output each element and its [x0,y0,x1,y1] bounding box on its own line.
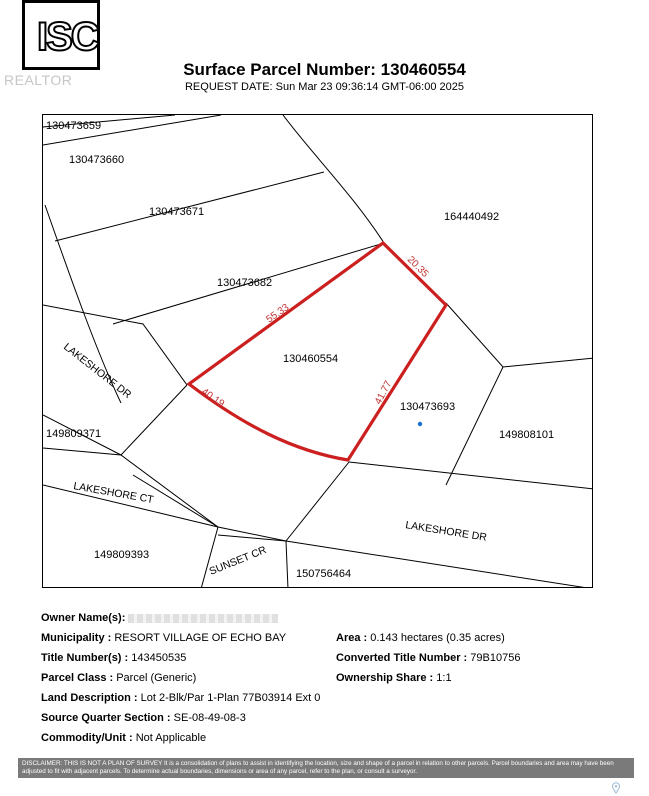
location-marker-dot [418,422,422,426]
converted-title-label: Converted Title Number : [336,652,468,664]
municipality-label: Municipality : [41,632,112,644]
ownership-share-value: 1:1 [436,672,452,684]
parcel-class-label: Parcel Class : [41,672,114,684]
land-description-label: Land Description : [41,692,138,704]
street-label-lakeshore-dr-upper: LAKESHORE DR [61,340,134,402]
parcel-label-130460554: 130460554 [283,353,339,365]
parcel-label-164440492: 164440492 [444,211,500,223]
dimension-label-right: 41.77 [372,379,395,407]
commodity-value: Not Applicable [135,732,207,744]
subject-parcel-outline [189,243,446,460]
parcel-label-149809371: 149809371 [46,428,102,440]
converted-title-row [336,652,520,664]
dimension-label-left: 40.19 [199,386,227,410]
source-quarter-label: Source Quarter Section : [41,712,171,724]
parcel-label-149808101: 149808101 [499,429,555,441]
parcel-label-130473693: 130473693 [400,401,456,413]
converted-title-value: 79B10756 [470,652,521,664]
municipality-row [41,632,286,644]
realtor-logo-text: REALTOR [4,72,73,88]
parcel-label-130473660: 130473660 [69,154,125,166]
area-row [336,632,505,644]
source-quarter-row [41,712,246,724]
parcel-label-130473659: 130473659 [46,120,102,132]
area-value: 0.143 hectares (0.35 acres) [370,632,505,644]
parcel-class-row [41,672,196,684]
owner-label: Owner Name(s): [41,612,126,624]
parcel-class-value: Parcel (Generic) [116,672,197,684]
land-description-row [41,692,320,704]
source-quarter-value: SE-08-49-08-3 [173,712,246,724]
page-title: Surface Parcel Number: 130460554 [183,60,466,79]
ownership-share-row [336,672,452,684]
owner-row [41,612,278,624]
parcel-label-130473682: 130473682 [217,277,273,289]
municipality-value: RESORT VILLAGE OF ECHO BAY [114,632,287,644]
street-label-sunset-cr: SUNSET CR [207,543,269,578]
parcel-label-130473671: 130473671 [149,206,205,218]
map-pin-icon[interactable] [611,782,621,794]
street-label-lakeshore-dr-lower: LAKESHORE DR [404,519,488,544]
area-label: Area : [336,632,368,644]
commodity-label: Commodity/Unit : [41,732,133,744]
street-label-lakeshore-ct: LAKESHORE CT [72,480,155,507]
parcel-map [42,114,593,588]
dimension-label-top-right: 20.35 [404,254,431,280]
title-number-label: Title Number(s) : [41,652,129,664]
parcel-boundary-lines [43,115,593,588]
commodity-row [41,732,206,744]
ownership-share-label: Ownership Share : [336,672,434,684]
disclaimer-banner: DISCLAIMER: THIS IS NOT A PLAN OF SURVEY It is a consolidation of plans to assist in identifying the location, size and shape of a parcel in relation to other parcels. Parcel boundaries and area may have been adjusted to fit with adjacent parcels. To determine actual boundaries, dimensions or area of any parcel, refer to the plan, or consult a surveyor. [18,758,634,778]
request-date: REQUEST DATE: Sun Mar 23 09:36:14 GMT-06:00 2025 [184,81,464,93]
dimension-label-upper-left: 55.33 [264,302,292,326]
land-description-value: Lot 2-Blk/Par 1-Plan 77B03914 Ext 0 [140,692,321,704]
isc-logo-text: ISC [37,15,98,59]
parcel-label-150756464: 150756464 [296,568,352,580]
owner-name-redacted [128,614,278,623]
title-number-value: 143450535 [131,652,187,664]
parcel-label-149809393: 149809393 [94,549,150,561]
parcel-map-svg [43,115,593,588]
title-number-row [41,652,186,664]
